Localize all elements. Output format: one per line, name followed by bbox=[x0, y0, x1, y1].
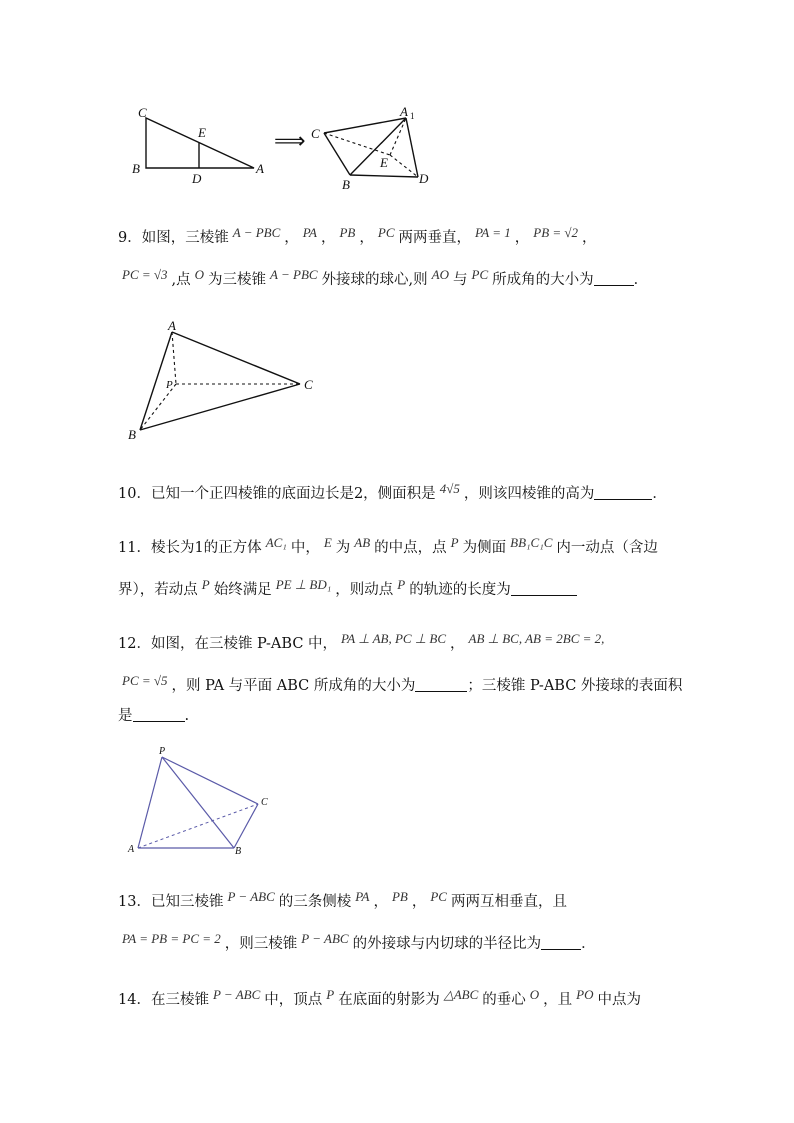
label-B: B bbox=[128, 427, 136, 442]
label-C-right: C bbox=[311, 126, 320, 141]
answer-blank bbox=[594, 271, 634, 286]
label-B-left: B bbox=[132, 161, 140, 176]
q13-line-2: PA = PB = PC = 2 ，则三棱锥 P − ABC 的外接球与内切球的半径比为 ． bbox=[122, 931, 596, 952]
label-P: P bbox=[166, 379, 173, 391]
q10-line-1: 10．已知一个正四棱锥的底面边长是2，侧面积是 4√5 ，则该四棱锥的高为 ． bbox=[118, 481, 667, 502]
answer-blank bbox=[541, 935, 581, 950]
q9-line-2: PC = √3 ,点 O 为三棱锥 A − PBC 外接球的球心,则 AO 与 PC 所成角的大小为 ． bbox=[122, 267, 649, 288]
answer-blank bbox=[594, 485, 652, 500]
label-A1-right: A bbox=[400, 104, 408, 119]
figure-q12-tetrahedron bbox=[124, 744, 284, 856]
answer-blank bbox=[133, 707, 185, 722]
figure-q9-tetrahedron bbox=[124, 318, 324, 443]
label-C: C bbox=[261, 797, 268, 808]
label-A: A bbox=[168, 318, 176, 333]
label-P: P bbox=[159, 746, 166, 757]
label-C: C bbox=[304, 377, 313, 392]
label-B-right: B bbox=[342, 177, 350, 192]
q9-line-1: 9．如图，三棱锥 A − PBC ， PA ， PB ， PC 两两垂直， PA = 1 ， PB = √2 ， bbox=[118, 225, 597, 246]
q11-line-1: 11．棱长为1的正方体 AC₁ 中， E 为 AB 的中点，点 P 为侧面 BB₁C₁C 内一动点（含边 bbox=[118, 535, 658, 556]
label-A: A bbox=[128, 844, 135, 855]
label-A1-subscript: 1 bbox=[410, 111, 415, 121]
answer-blank bbox=[511, 581, 577, 596]
label-B: B bbox=[235, 846, 242, 856]
label-D-left: D bbox=[192, 171, 202, 186]
label-E-left: E bbox=[198, 125, 206, 140]
label-A-left: A bbox=[256, 161, 264, 176]
q14-line-1: 14．在三棱锥 P − ABC 中，顶点 P 在底面的射影为 △ABC 的垂心 O ，且 PO 中点为 bbox=[118, 987, 641, 1008]
figure-folding bbox=[128, 100, 438, 195]
q12-line-2: PC = √5 ，则 PA 与平面 ABC 所成角的大小为 ；三棱锥 P-ABC 外接球的表面积 bbox=[122, 673, 683, 694]
label-E-right: E bbox=[380, 155, 388, 170]
q11-line-2: 界），若动点 P 始终满足 PE ⊥ BD₁ ，则动点 P 的轨迹的长度为 bbox=[118, 580, 577, 600]
q12-line-1: 12．如图，在三棱锥 P-ABC 中， PA ⊥ AB, PC ⊥ BC ， AB ⊥ BC, AB = 2BC = 2, bbox=[118, 631, 605, 652]
label-C-left: C bbox=[138, 105, 147, 120]
q12-line-3: 是 . bbox=[118, 708, 190, 724]
label-D-right: D bbox=[419, 171, 429, 186]
answer-blank bbox=[415, 677, 467, 692]
q13-line-1: 13．已知三棱锥 P − ABC 的三条侧棱 PA ， PB ， PC 两两互相垂直，且 bbox=[118, 889, 567, 910]
arrow-implies: ⟹ bbox=[274, 128, 306, 153]
